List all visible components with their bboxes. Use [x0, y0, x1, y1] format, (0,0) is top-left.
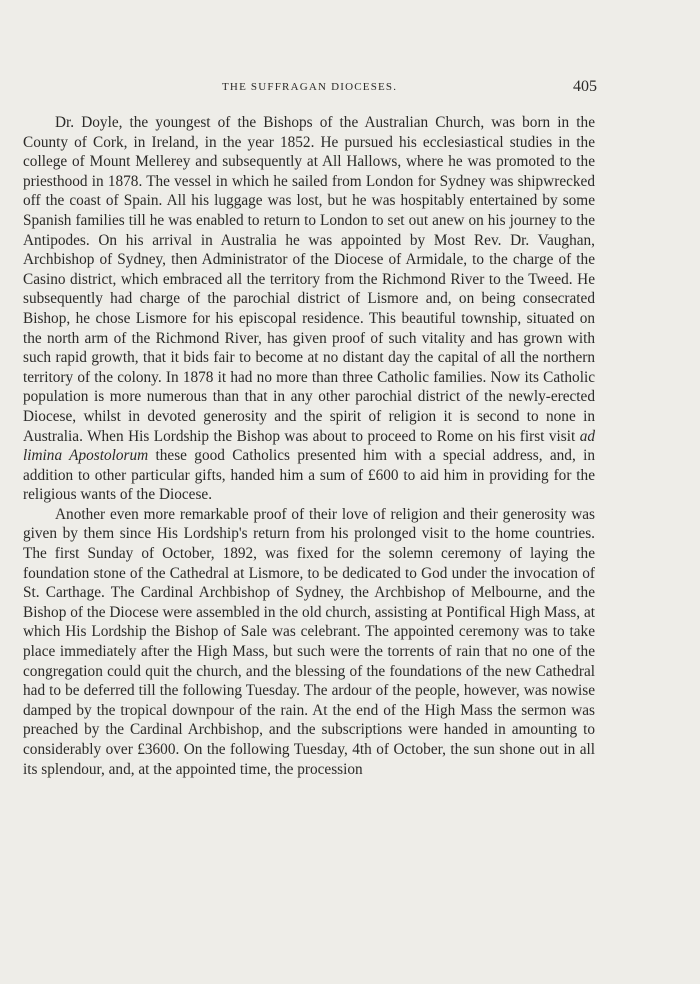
paragraph-1-italic-phrase: ad limina Apostolorum: [23, 427, 595, 465]
running-head: [0, 78, 700, 101]
page-number: 405: [573, 78, 597, 95]
paragraph-1-text-b: these good Catholics presented him with a special address, and, in addition to other particular gifts, handed him a sum of £600 to aid him in providing for the religious wants of the Diocese.: [23, 447, 596, 504]
running-title: THE SUFFRAGAN DIOCESES.: [222, 81, 398, 93]
paragraph-2: Another even more remarkable proof of their love of religion and their generosity was given by them since His Lordship's return from his prolonged visit to the home countries. The first Sunday of October, 1892, was fixed for the solemn ceremony of laying the foundation stone of the Cathedral at Lismore, to be dedicated to God under the invocation of St. Carthage. The Cardinal Archbishop of Sydney, the Archbishop of Melbourne, and the Bishop of the Diocese were assembled in the old church, assisting at Pontifical High Mass, at which His Lordship the Bishop of Sale was celebrant. The appointed ceremony was to take place immediately after the High Mass, but such were the torrents of rain that no one of the congregation could quit the church, and the blessing of the foundations of the new Cathedral had to be deferred till the following Tuesday. The ardour of the people, however, was nowise damped by the tropical downpour of the rain. At the end of the High Mass the sermon was preached by the Cardinal Archbishop, and the subscriptions were handed in amounting to considerably over £3600. On the following Tuesday, 4th of October, the sun shone out in all its splendour, and, at the appointed time, the procession: [23, 505, 595, 778]
paragraph-1-text-a: Dr. Doyle, the youngest of the Bishops of the Australian Church, was born in the County of Cork, in Ireland, in the year 1852. He pursued his ecclesiastical studies in the college of Mount Mellerey and subsequently at All Hallows, where he was promoted to the priesthood in 1878. The vessel in which he sailed from London for Sydney was shipwrecked off the coast of Spain. All his luggage was lost, but he was hospitably entertained by some Spanish families till he was enabled to return to London to set out anew on his journey to the Antipodes. On his arrival in Australia he was appointed by Most Rev. Dr. Vaughan, Archbishop of Sydney, then Administrator of the Diocese of Armidale, to the charge of the Casino district, which embraced all the territory from the Richmond River to the Tweed. He subsequently had charge of the parochial district of Lismore and, on being consecrated Bishop, he chose Lismore for his episcopal residence. This beautiful township, situated on the north arm of the Richmond River, has given proof of such vitality and has grown with such rapid growth, that it bids fair to become at no distant day the capital of all the northern territory of the colony. In 1878 it had no more than three Catholic families. Now its Catholic population is more numerous than that in any other parochial district of the newly-erected Diocese, whilst in devoted generosity and the spirit of religion it is second to none in Australia. When His Lordship the Bishop was about to proceed to Rome on his first visit: [23, 114, 595, 445]
body-text: [23, 113, 595, 779]
paragraph-1: [23, 113, 595, 505]
